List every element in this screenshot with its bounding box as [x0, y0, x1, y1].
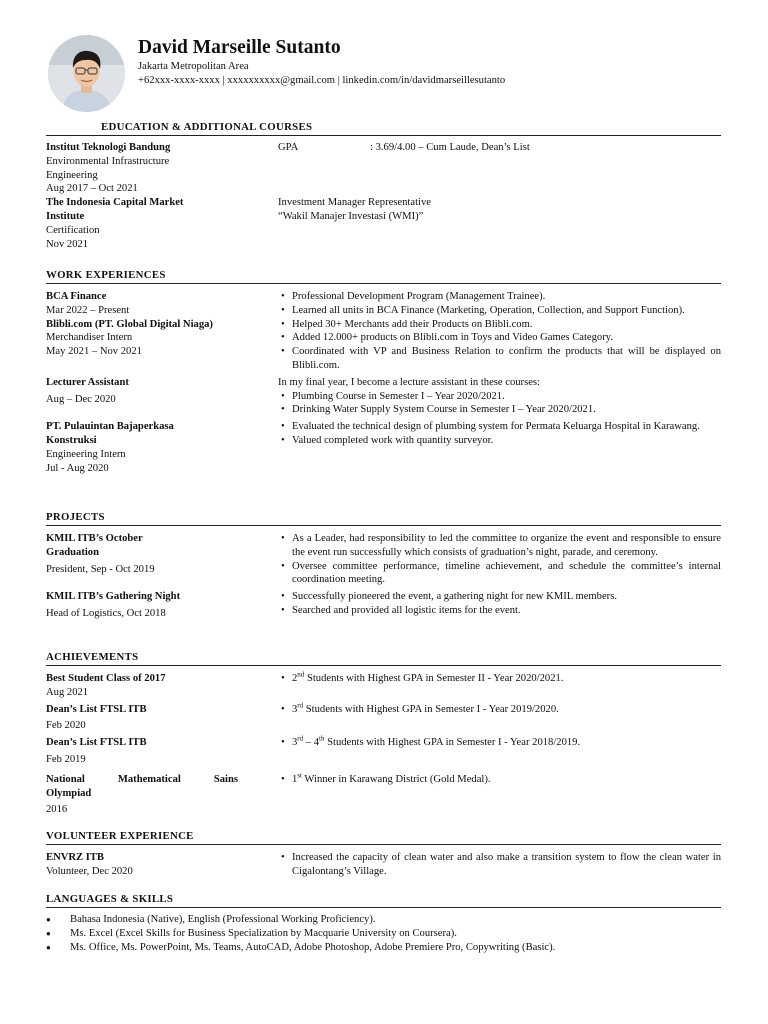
work-section — [46, 269, 721, 475]
project-name-line2: Graduation — [46, 546, 99, 558]
bullet-item: • Successfully pioneered the event, a gathering night for new KMIL members. — [278, 590, 721, 604]
bullet-item: • Evaluated the technical design of plumbing system for Permata Keluarga Hospital in Karawang. — [278, 420, 721, 434]
volunteer-role: Volunteer, Dec 2020 — [46, 865, 133, 877]
project-name: KMIL ITB’s Gathering Night — [46, 591, 181, 603]
project-role: President, Sep - Oct 2019 — [46, 563, 155, 575]
lecturer-intro: In my final year, I become a lecture assistant in these courses: — [278, 376, 540, 388]
work-blibli — [46, 318, 721, 373]
bullet-item: • Oversee committee performance, timeline achievement, and schedule the committee’s internal coordination meeting. — [278, 560, 721, 588]
achievement-name-line2: Olympiad — [46, 787, 92, 799]
work-dates: Mar 2022 – Present — [46, 304, 130, 316]
bullet-item: • Helped 30+ Merchants add their Products on Blibli.com. — [278, 318, 721, 332]
achievements-section — [46, 651, 721, 817]
education-dates: Aug 2017 – Oct 2021 — [46, 183, 138, 195]
gpa-value: : 3.69/4.00 – Cum Laude, Dean’s List — [370, 142, 530, 153]
bullet-item: • Coordinated with VP and Business Relation to confirm the products that will be displayed on Blibli.com. — [278, 345, 721, 373]
achievement-name: Best Student Class of 2017 — [46, 673, 166, 684]
resume-header — [138, 36, 505, 87]
location: Jakarta Metropolitan Area — [138, 61, 249, 72]
achievement-date: Aug 2021 — [46, 686, 89, 698]
volunteer-section — [46, 830, 721, 879]
bullet-item: • 3rd – 4th Students with Highest GPA in Semester I - Year 2018/2019. — [278, 736, 721, 750]
bullet-item: • As a Leader, had responsibility to led the committee to organize the event and responsible to ensure the event run successfully which consists of graduation’s night, parade, and ceremony. — [278, 532, 721, 560]
project-name-line1: KMIL ITB’s October — [46, 533, 143, 544]
skill-item: ● Bahasa Indonesia (Native), English (Professional Working Proficiency). — [46, 913, 721, 927]
project-gathering-night — [46, 590, 721, 621]
volunteer-heading: VOLUNTEER EXPERIENCE — [46, 830, 721, 845]
bullet-item: • Drinking Water Supply System Course in Semester I – Year 2020/2021. — [278, 403, 721, 417]
work-dates: Aug – Dec 2020 — [46, 393, 116, 405]
certification-desc2: “Wakil Manajer Investasi (WMI)” — [278, 210, 424, 222]
achievement-date: Feb 2020 — [46, 720, 86, 732]
bullet-item: • 1st Winner in Karawang District (Gold Medal). — [278, 773, 721, 787]
education-itb — [46, 141, 721, 196]
institute-name-line2: Institute — [46, 210, 85, 222]
work-heading: WORK EXPERIENCES — [46, 269, 721, 284]
volunteer-item — [46, 851, 721, 879]
education-section — [46, 121, 721, 251]
work-role: Lecturer Assistant — [46, 376, 129, 388]
work-bca — [46, 290, 721, 318]
achievement-date: 2016 — [46, 804, 68, 816]
work-pulauintan — [46, 420, 721, 475]
company-name: Blibli.com (PT. Global Digital Niaga) — [46, 318, 213, 330]
school-name: Institut Teknologi Bandung — [46, 142, 171, 153]
bullet-item: • Learned all units in BCA Finance (Marketing, Operation, Collection, and Support Function). — [278, 304, 721, 318]
bullet-item: • 3rd Students with Highest GPA in Semester I - Year 2019/2020. — [278, 703, 721, 717]
bullet-item: • 2nd Students with Highest GPA in Semester II - Year 2020/2021. — [278, 672, 721, 686]
achievement-item — [46, 736, 721, 767]
project-october-graduation — [46, 532, 721, 587]
achievement-item — [46, 703, 721, 734]
education-heading: EDUCATION & ADDITIONAL COURSES — [46, 121, 721, 136]
bullet-item: • Professional Development Program (Management Trainee). — [278, 290, 721, 304]
contact-info: +62xxx-xxxx-xxxx | xxxxxxxxxx@gmail.com | linkedin.com/in/davidmarseillesutanto — [138, 74, 506, 86]
skills-section — [46, 893, 721, 954]
major-line2: Engineering — [46, 169, 98, 181]
certification-date: Nov 2021 — [46, 238, 89, 250]
profile-photo — [48, 35, 125, 112]
education-capital-market — [46, 196, 721, 251]
institute-name-line1: The Indonesia Capital Market — [46, 197, 184, 209]
achievements-heading: ACHIEVEMENTS — [46, 651, 721, 666]
projects-heading: PROJECTS — [46, 511, 721, 526]
certification-desc1: Investment Manager Representative — [278, 197, 431, 209]
bullet-item: • Added 12.000+ products on Blibli.com in Toys and Video Games Category. — [278, 331, 721, 345]
achievement-date: Feb 2019 — [46, 753, 86, 765]
company-name-line2: Konstruksi — [46, 434, 97, 446]
certification-type: Certification — [46, 224, 100, 236]
project-role: Head of Logistics, Oct 2018 — [46, 607, 166, 619]
achievement-item — [46, 672, 721, 700]
work-role: Engineering Intern — [46, 448, 126, 460]
work-role: Merchandiser Intern — [46, 332, 133, 344]
bullet-item: • Increased the capacity of clean water and also make a transition system to flow the clean water in Cigalontang’s Village. — [278, 851, 721, 879]
achievement-name: Dean’s List FTSL ITB — [46, 737, 147, 749]
work-dates: May 2021 – Nov 2021 — [46, 346, 142, 358]
achievement-name-line1: National Mathematical Sains — [46, 773, 238, 785]
achievement-name: Dean’s List FTSL ITB — [46, 703, 147, 715]
company-name: BCA Finance — [46, 291, 107, 302]
bullet-item: • Valued completed work with quantity surveyor. — [278, 434, 721, 448]
skill-item: ● Ms. Office, Ms. PowerPoint, Ms. Teams, AutoCAD, Adobe Photoshop, Adobe Premiere Pro, Copywriting (Basic). — [46, 941, 721, 955]
profile-photo-image — [48, 35, 125, 112]
bullet-item: • Searched and provided all logistic items for the event. — [278, 604, 721, 618]
skills-heading: LANGUAGES & SKILLS — [46, 893, 721, 908]
gpa-label: GPA — [278, 142, 299, 153]
skill-item: ● Ms. Excel (Excel Skills for Business Specialization by Macquarie University on Coursera). — [46, 927, 721, 941]
work-dates: Jul - Aug 2020 — [46, 462, 109, 474]
projects-section — [46, 511, 721, 621]
company-name-line1: PT. Pulauintan Bajaperkasa — [46, 421, 174, 433]
volunteer-org: ENVRZ ITB — [46, 852, 104, 863]
achievement-item — [46, 773, 721, 817]
work-lecturer — [46, 376, 721, 417]
candidate-name: David Marseille Sutanto — [138, 37, 341, 58]
major-line1: Environmental Infrastructure — [46, 155, 170, 167]
bullet-item: • Plumbing Course in Semester I – Year 2020/2021. — [278, 390, 721, 404]
